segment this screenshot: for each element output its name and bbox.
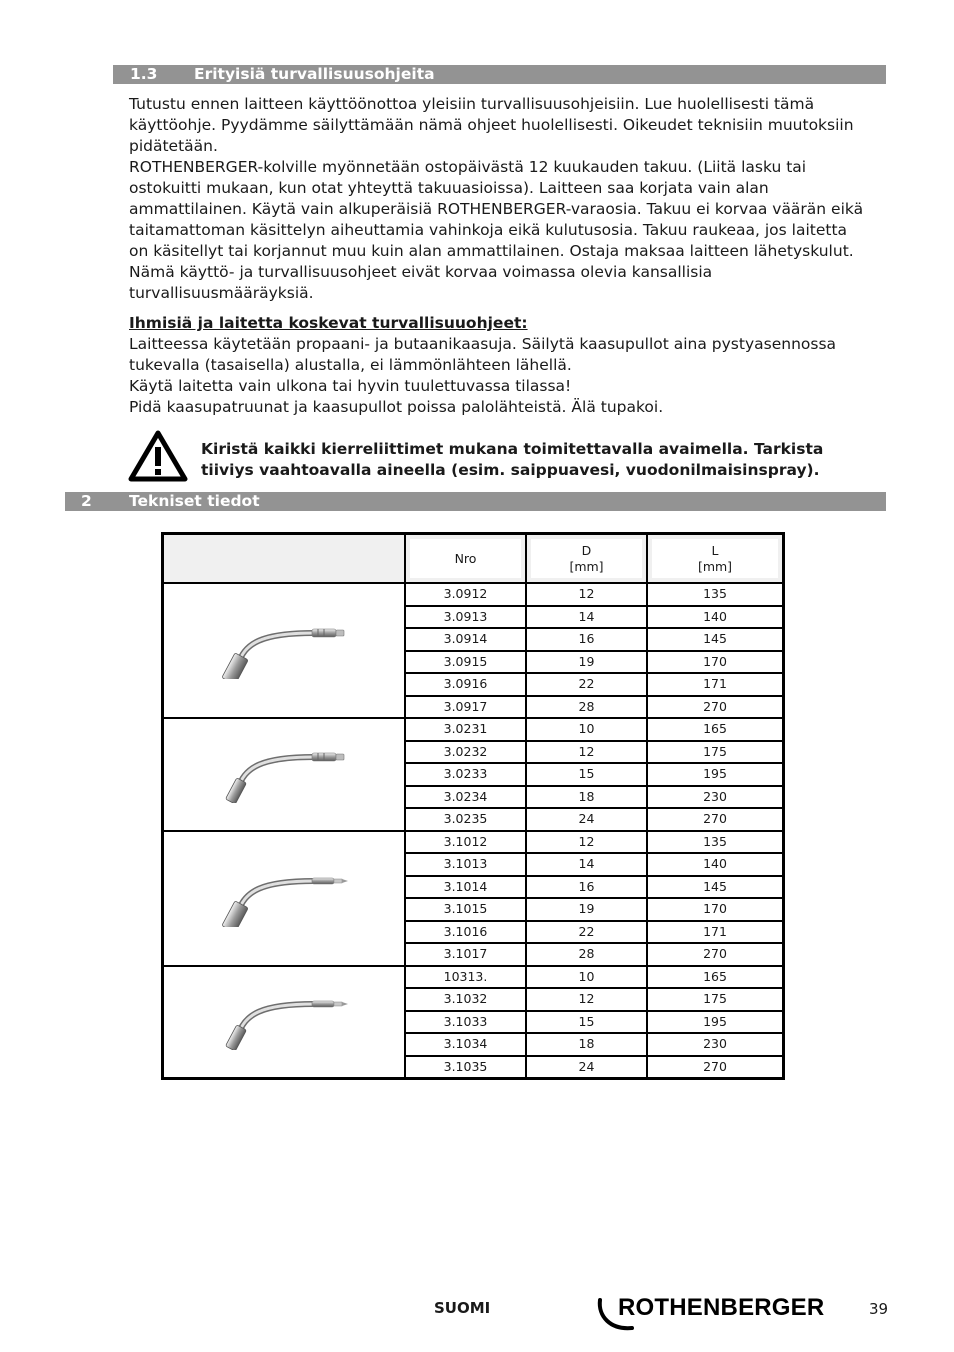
cell-l: 170: [647, 651, 784, 674]
cell-l: 135: [647, 831, 784, 854]
warning-triangle-icon: [128, 430, 188, 482]
section-1-3-bar: [113, 65, 886, 84]
cell-d: 22: [526, 673, 647, 696]
section-title: Tekniset tiedot: [129, 492, 260, 510]
warning-text: Kiristä kaikki kierreliittimet mukana toimitettavalla avaimella. Tarkista tiiviys vaahtoavalla aineella (esim. saippuavesi, vuodonilmaisinspray).: [201, 440, 824, 479]
cell-nro: 3.0232: [405, 741, 526, 764]
table-row: [163, 831, 784, 854]
cell-d: 12: [526, 831, 647, 854]
cell-l: 171: [647, 921, 784, 944]
cell-d: 14: [526, 606, 647, 629]
table-header-row: [163, 534, 784, 584]
cell-l: 270: [647, 696, 784, 719]
cell-l: 195: [647, 763, 784, 786]
intro-paragraph-2: ROTHENBERGER-kolville myönnetään ostopäivästä 12 kuukauden takuu. (Liitä lasku tai ostokuitti mukaan, kun otat yhteyttä takuuasioissa). Laitteen saa korjata vain alan ammattilainen. Käytä vain alkuperäisiä ROTHENBERGER-varaosia. Takuu ei korvaa väärän eikä taitamattoman käsittelyn aiheuttamia vahinkoja eikä kulutusosia. Takuu raukeaa, jos laitetta on käsitellyt tai korjannut muu kuin alan ammattilainen. Ostaja maksaa laitteen lähetyskulut. Nämä käyttö- ja turvallisuusohjeet eivät korvaa voimassa olevia kansallisia turvallisuusmääräyksiä.: [129, 158, 864, 302]
cell-nro: 3.1035: [405, 1056, 526, 1079]
header-l-unit: [mm]: [697, 558, 733, 574]
cell-l: 270: [647, 808, 784, 831]
warning-box: [128, 430, 868, 482]
cell-l: 135: [647, 583, 784, 606]
intro-text: [129, 94, 864, 304]
cell-l: 165: [647, 966, 784, 989]
safety-text: [129, 313, 864, 418]
cell-l: 171: [647, 673, 784, 696]
cell-nro: 3.0234: [405, 786, 526, 809]
cell-d: 28: [526, 943, 647, 966]
section-2-bar: [65, 492, 886, 511]
cell-nro: 3.0912: [405, 583, 526, 606]
cell-d: 15: [526, 763, 647, 786]
cell-d: 24: [526, 808, 647, 831]
section-number: 1.3: [130, 65, 158, 83]
burner-nozzle-bent-narrow-icon: [214, 743, 354, 803]
cell-d: 12: [526, 583, 647, 606]
cell-nro: 3.1014: [405, 876, 526, 899]
cell-l: 175: [647, 741, 784, 764]
cell-nro: 3.1032: [405, 988, 526, 1011]
cell-l: 270: [647, 1056, 784, 1079]
safety-line-2: Käytä laitetta vain ulkona tai hyvin tuulettuvassa tilassa!: [129, 377, 572, 395]
table-row: [163, 718, 784, 741]
cell-nro: 3.0914: [405, 628, 526, 651]
cell-l: 140: [647, 606, 784, 629]
table-row: [163, 583, 784, 606]
header-d-unit: [mm]: [569, 558, 604, 574]
cell-nro: 10313.: [405, 966, 526, 989]
cell-nro: 3.1034: [405, 1033, 526, 1056]
burner-nozzle-wide-injector-icon: [214, 867, 354, 927]
cell-d: 22: [526, 921, 647, 944]
header-d: [526, 534, 647, 584]
cell-nro: 3.1017: [405, 943, 526, 966]
cell-nro: 3.1016: [405, 921, 526, 944]
cell-l: 165: [647, 718, 784, 741]
cell-l: 145: [647, 628, 784, 651]
safety-heading: Ihmisiä ja laitetta koskevat turvallisuuohjeet:: [129, 314, 528, 332]
cell-nro: 3.0916: [405, 673, 526, 696]
product-image-cell: [163, 583, 406, 718]
cell-l: 170: [647, 898, 784, 921]
cell-nro: 3.0913: [405, 606, 526, 629]
cell-nro: 3.0917: [405, 696, 526, 719]
section-title: Erityisiä turvallisuusohjeita: [194, 65, 435, 83]
cell-l: 230: [647, 1033, 784, 1056]
safety-line-3: Pidä kaasupatruunat ja kaasupullot poissa palolähteistä. Älä tupakoi.: [129, 398, 664, 416]
cell-d: 12: [526, 741, 647, 764]
cell-l: 140: [647, 853, 784, 876]
header-image-column: [163, 534, 406, 584]
technical-data-table: [161, 532, 785, 1080]
cell-l: 145: [647, 876, 784, 899]
cell-d: 18: [526, 1033, 647, 1056]
cell-d: 15: [526, 1011, 647, 1034]
cell-l: 195: [647, 1011, 784, 1034]
logo-text: ROTHENBERGER: [618, 1294, 825, 1321]
cell-d: 10: [526, 966, 647, 989]
product-image-cell: [163, 831, 406, 966]
cell-nro: 3.1033: [405, 1011, 526, 1034]
cell-nro: 3.0915: [405, 651, 526, 674]
footer-language: SUOMI: [434, 1299, 491, 1317]
cell-nro: 3.1013: [405, 853, 526, 876]
header-nro-label: Nro: [454, 550, 477, 566]
cell-d: 19: [526, 898, 647, 921]
table-row: [163, 966, 784, 989]
cell-nro: 3.1015: [405, 898, 526, 921]
cell-d: 16: [526, 628, 647, 651]
cell-d: 19: [526, 651, 647, 674]
header-nro: [405, 534, 526, 584]
header-d-label: D: [581, 542, 592, 558]
cell-d: 12: [526, 988, 647, 1011]
cell-l: 230: [647, 786, 784, 809]
product-image-cell: [163, 718, 406, 831]
safety-line-1: Laitteessa käytetään propaani- ja butaanikaasuja. Säilytä kaasupullot aina pystyasennossa tukevalla (tasaisella) alustalla, ei lämmönlähteen lähellä.: [129, 335, 837, 374]
cell-d: 14: [526, 853, 647, 876]
cell-d: 24: [526, 1056, 647, 1079]
cell-d: 10: [526, 718, 647, 741]
cell-nro: 3.0231: [405, 718, 526, 741]
page-number: 39: [869, 1300, 889, 1318]
cell-d: 16: [526, 876, 647, 899]
cell-d: 18: [526, 786, 647, 809]
header-l: [647, 534, 784, 584]
cell-d: 28: [526, 696, 647, 719]
header-l-label: L: [711, 542, 719, 558]
cell-nro: 3.0233: [405, 763, 526, 786]
section-number: 2: [81, 492, 92, 510]
burner-nozzle-bent-wide-icon: [214, 619, 354, 679]
rothenberger-logo: [596, 1292, 836, 1334]
cell-l: 270: [647, 943, 784, 966]
cell-nro: 3.1012: [405, 831, 526, 854]
intro-paragraph-1: Tutustu ennen laitteen käyttöönottoa yleisiin turvallisuusohjeisiin. Lue huolellisesti tämä käyttöohje. Pyydämme säilyttämään nämä ohjeet huolellisesti. Oikeudet teknisiin muutoksiin pidätetään.: [129, 95, 854, 155]
product-image-cell: [163, 966, 406, 1079]
burner-nozzle-narrow-injector-icon: [214, 990, 354, 1050]
cell-nro: 3.0235: [405, 808, 526, 831]
cell-l: 175: [647, 988, 784, 1011]
